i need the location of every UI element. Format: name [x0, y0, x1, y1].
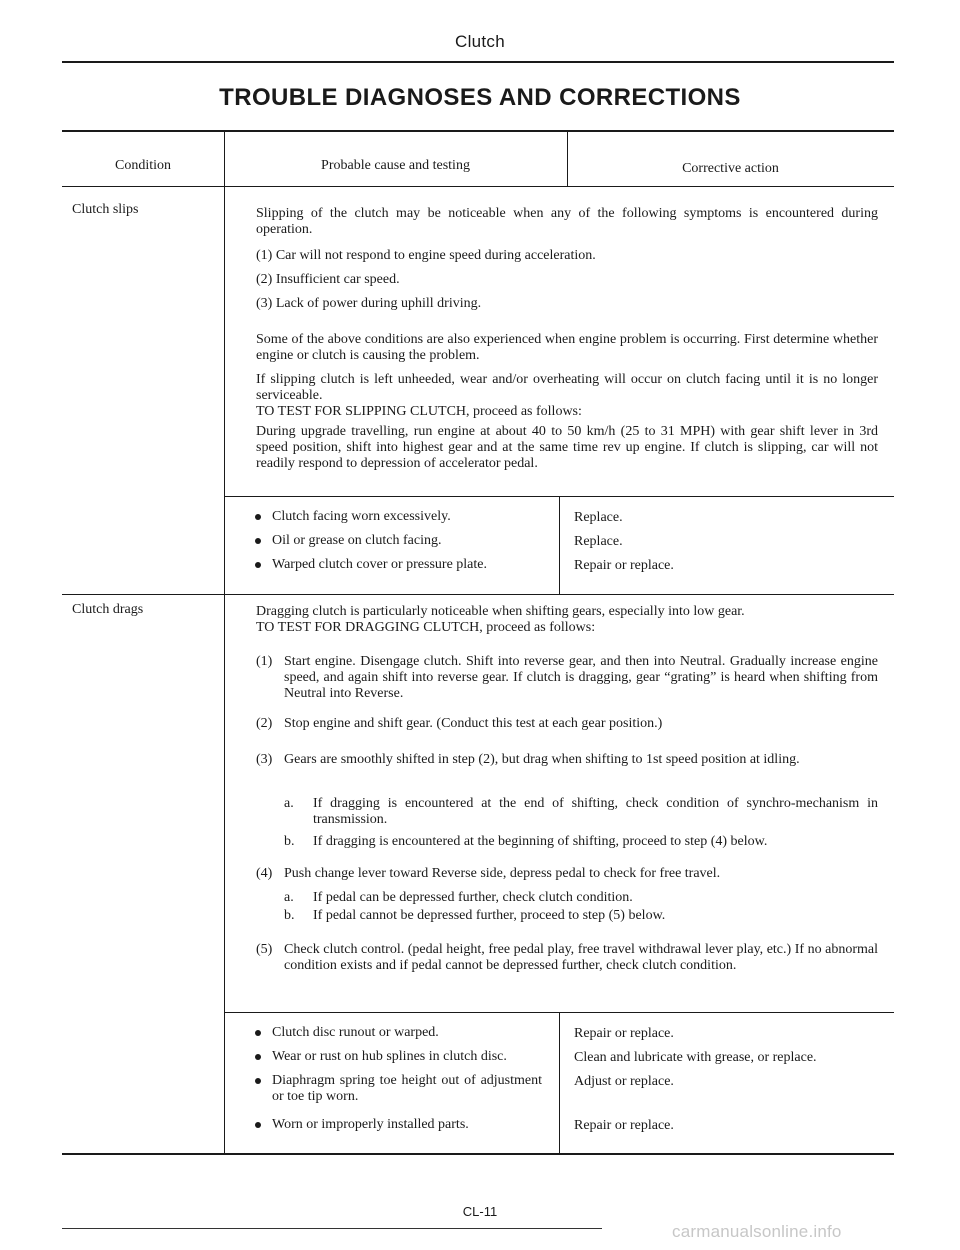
- watermark: carmanualsonline.info: [672, 1222, 842, 1241]
- drags-intro-2: TO TEST FOR DRAGGING CLUTCH, proceed as follows:: [256, 620, 596, 635]
- column-header-condition: Condition: [114, 158, 171, 173]
- table-top-rule: [62, 130, 894, 132]
- drags-step-3: Gears are smoothly shifted in step (2), but drag when shifting to 1st speed position at idling.: [284, 752, 800, 767]
- header-column-divider: [567, 130, 568, 186]
- drags-step-3-number: (3): [256, 752, 273, 767]
- condition-clutch-slips: Clutch slips: [72, 202, 139, 217]
- header-rule: [62, 61, 894, 63]
- drags-step-5: Check clutch control. (pedal height, free pedal play, free travel withdrawal lever play, etc.) If no abnormal condition exists and if pedal cannot be depressed further, check clutch condition.: [284, 942, 878, 973]
- drags-step-4a-letter: a.: [284, 890, 294, 905]
- column-header-cause: Probable cause and testing: [321, 158, 470, 173]
- drags-step-3a-letter: a.: [284, 796, 294, 811]
- slips-symptom-3: (3) Lack of power during uphill driving.: [256, 296, 482, 311]
- drags-intro-1: Dragging clutch is particularly noticeable when shifting gears, especially into low gear.: [256, 604, 745, 619]
- slips-symptom-1: (1) Car will not respond to engine speed during acceleration.: [256, 248, 596, 263]
- drags-action-2: Clean and lubricate with grease, or replace.: [574, 1050, 817, 1065]
- column-divider: [224, 130, 225, 1153]
- table-bottom-rule: [62, 1153, 894, 1155]
- slips-cause-2: Oil or grease on clutch facing.: [272, 533, 442, 548]
- slips-cause-1: Clutch facing worn excessively.: [272, 509, 451, 524]
- slips-cause-3: Warped clutch cover or pressure plate.: [272, 557, 487, 572]
- drags-action-3: Adjust or replace.: [574, 1074, 674, 1089]
- row-divider: [62, 594, 894, 595]
- drags-step-4b: If pedal cannot be depressed further, proceed to step (5) below.: [313, 908, 666, 923]
- section-title: Clutch: [455, 32, 505, 51]
- drags-step-4-number: (4): [256, 866, 273, 881]
- footer-rule: [62, 1228, 602, 1229]
- drags-cause-3: Diaphragm spring toe height out of adjustment or toe tip worn.: [272, 1073, 542, 1104]
- drags-step-3b: If dragging is encountered at the beginning of shifting, proceed to step (4) below.: [313, 834, 768, 849]
- drags-step-4b-letter: b.: [284, 908, 295, 923]
- slips-action-2: Replace.: [574, 534, 623, 549]
- slips-paragraph-1: Some of the above conditions are also experienced when engine problem is occurring. First determine whether engine or clutch is causing the problem.: [256, 332, 878, 363]
- slips-paragraph-4: During upgrade travelling, run engine at about 40 to 50 km/h (25 to 31 MPH) with gear shift lever in 3rd speed position, shift into highest gear and at the same time rev up engine. If clutch is slipping, car will not readily respond to depression of accelerator pedal.: [256, 424, 878, 471]
- drags-step-3a: If dragging is encountered at the end of shifting, check condition of synchro-mechanism in transmission.: [313, 796, 878, 827]
- drags-cause-2: Wear or rust on hub splines in clutch disc.: [272, 1049, 507, 1064]
- slips-intro: Slipping of the clutch may be noticeable when any of the following symptoms is encountered during operation.: [256, 206, 878, 237]
- drags-step-3b-letter: b.: [284, 834, 295, 849]
- drags-action-divider: [559, 1012, 560, 1153]
- slips-action-divider: [559, 496, 560, 594]
- header-rule-bottom: [62, 186, 894, 187]
- column-header-action: Corrective action: [682, 161, 779, 176]
- drags-action-4: Repair or replace.: [574, 1118, 674, 1133]
- drags-step-4: Push change lever toward Reverse side, depress pedal to check for free travel.: [284, 866, 721, 881]
- slips-paragraph-3: TO TEST FOR SLIPPING CLUTCH, proceed as follows:: [256, 404, 582, 419]
- drags-step-2-number: (2): [256, 716, 273, 731]
- drags-step-4a: If pedal can be depressed further, check clutch condition.: [313, 890, 633, 905]
- condition-clutch-drags: Clutch drags: [72, 602, 144, 617]
- slips-paragraph-2: If slipping clutch is left unheeded, wear and/or overheating will occur on clutch facing until it is no longer serviceable.: [256, 372, 878, 403]
- page-number: CL-11: [462, 1204, 498, 1219]
- drags-step-1-number: (1): [256, 654, 273, 669]
- page-title: TROUBLE DIAGNOSES AND CORRECTIONS: [219, 84, 741, 111]
- drags-cause-4: Worn or improperly installed parts.: [272, 1117, 469, 1132]
- slips-symptom-2: (2) Insufficient car speed.: [256, 272, 400, 287]
- drags-step-5-number: (5): [256, 942, 273, 957]
- drags-cause-1: Clutch disc runout or warped.: [272, 1025, 439, 1040]
- drags-step-1: Start engine. Disengage clutch. Shift into reverse gear, and then into Neutral. Gradually increase engine speed, and again shift into reverse gear. If clutch is dragging, gear “grating” is heard when shifting from Neutral into Reverse.: [284, 654, 878, 701]
- drags-action-1: Repair or replace.: [574, 1026, 674, 1041]
- slips-action-3: Repair or replace.: [574, 558, 674, 573]
- drags-step-2: Stop engine and shift gear. (Conduct this test at each gear position.): [284, 716, 663, 731]
- slips-action-1: Replace.: [574, 510, 623, 525]
